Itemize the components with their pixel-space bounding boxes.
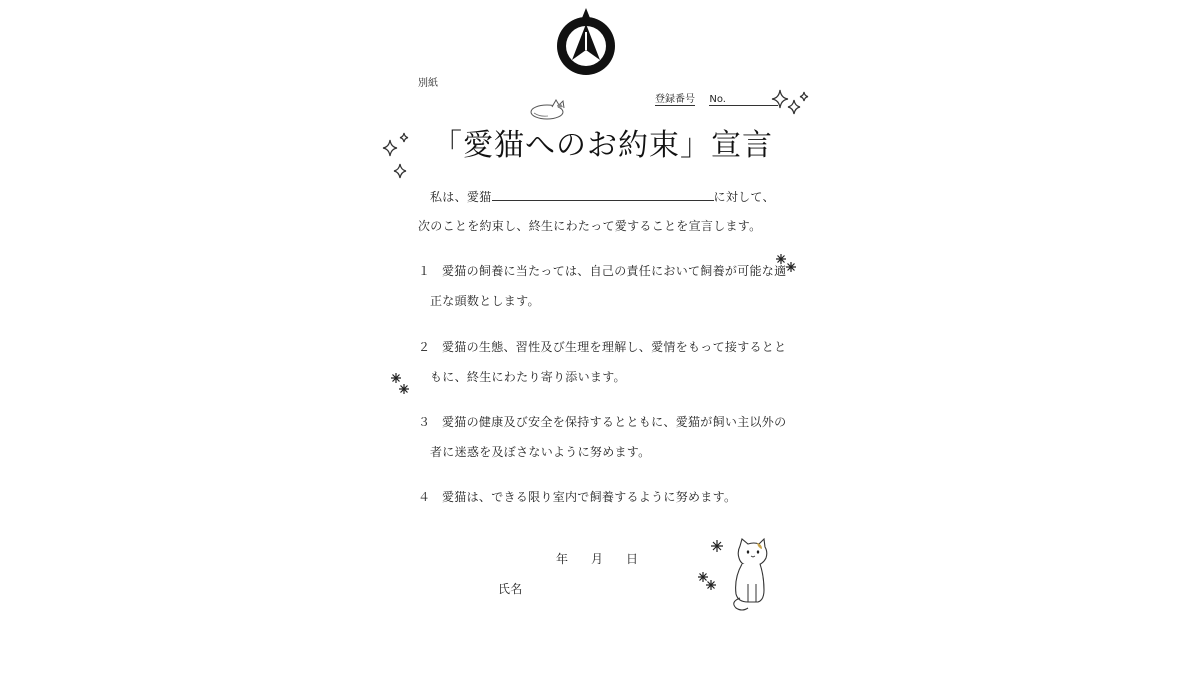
date-month: 月 xyxy=(591,552,604,566)
spark-icon xyxy=(775,252,797,274)
sparkle-icon xyxy=(696,538,722,598)
sparkle-icon xyxy=(770,88,812,122)
attachment-label: 別紙 xyxy=(418,78,438,89)
item-number: １ xyxy=(418,264,431,278)
intro-line-1 xyxy=(430,187,775,205)
spark-icon xyxy=(390,372,412,396)
item-number: ２ xyxy=(418,340,431,354)
municipal-emblem-icon xyxy=(556,10,616,80)
date-day: 日 xyxy=(626,552,639,566)
item-line-2: 正な頭数とします。 xyxy=(430,294,540,308)
item-line-1: 愛猫は、できる限り室内で飼養するように努めます。 xyxy=(442,490,737,504)
registration-label: 登録番号 xyxy=(655,90,695,106)
cat-name-blank xyxy=(492,187,714,201)
item-line-1: 愛猫の健康及び安全を保持するとともに、愛猫が飼い主以外の xyxy=(442,415,787,429)
intro-line-2: 次のことを約束し、終生にわたって愛することを宣言します。 xyxy=(418,219,762,233)
registration-no: No. xyxy=(709,94,778,106)
item-line-2: 者に迷惑を及ぼさないように努めます。 xyxy=(430,445,651,459)
intro-prefix: 私は、愛猫 xyxy=(430,190,492,204)
sleeping-cat-icon xyxy=(530,98,570,120)
item-number: ４ xyxy=(418,490,431,504)
item-number: ３ xyxy=(418,415,431,429)
sparkle-icon xyxy=(382,132,416,184)
name-label: 氏名 xyxy=(498,582,523,596)
item-line-2: もに、終生にわたり寄り添います。 xyxy=(430,370,626,384)
registration-number xyxy=(655,90,778,106)
intro-suffix: に対して、 xyxy=(713,190,775,204)
page-title: 「愛猫へのお約束」宣言 xyxy=(432,128,773,163)
sitting-cat-icon xyxy=(728,538,772,614)
date-year: 年 xyxy=(556,552,569,566)
item-line-1: 愛猫の生態、習性及び生理を理解し、愛情をもって接するとと xyxy=(442,340,787,354)
item-line-1: 愛猫の飼養に当たっては、自己の責任において飼養が可能な適 xyxy=(442,264,787,278)
